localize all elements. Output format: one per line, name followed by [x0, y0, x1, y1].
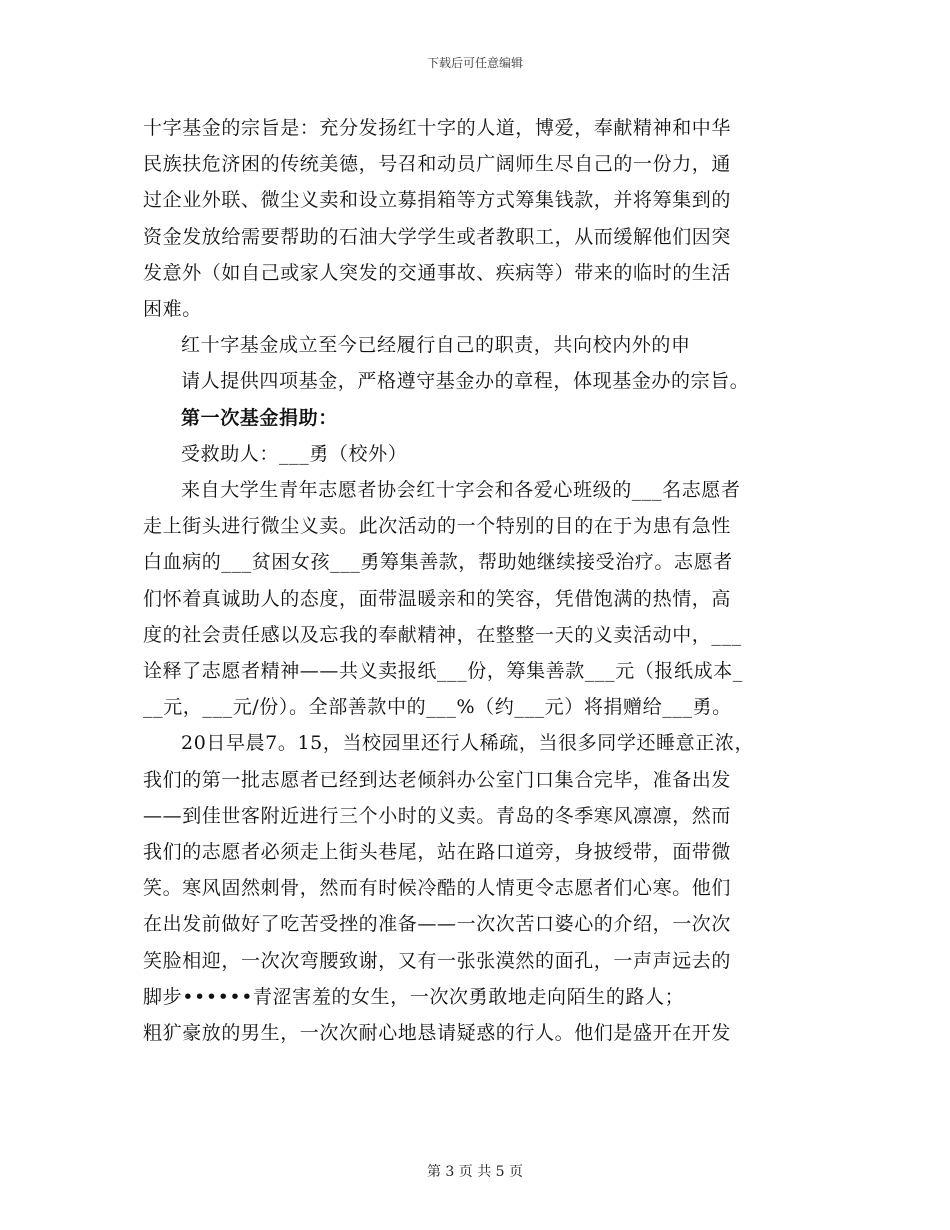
text-line: 我们的志愿者必须走上街头巷尾，站在路口道旁，身披绶带，面带微 — [143, 841, 732, 864]
text-line: 们怀着真诚助人的态度，面带温暖亲和的笑容，凭借饱满的热情，高 — [143, 587, 732, 610]
text-line: 笑。寒风固然刺骨，然而有时候冷酷的人情更令志愿者们心寒。他们 — [143, 877, 732, 900]
text-line: 过企业外联、微尘义卖和设立募捐箱等方式筹集钱款，并将筹集到的 — [143, 189, 732, 212]
page-footer: 第 3 页 共 5 页 — [426, 1164, 524, 1180]
text-line: 在出发前做好了吃苦受挫的准备——一次次苦口婆心的介绍，一次次 — [143, 913, 732, 936]
text-line: 度的社会责任感以及忘我的奉献精神，在整整一天的义卖活动中，___ — [143, 623, 742, 646]
page-header: 下载后可任意编辑 — [426, 56, 523, 70]
text-line: ——到佳世客附近进行三个小时的义卖。青岛的冬季寒风凛凛，然而 — [143, 804, 732, 827]
heading-first-donation: 第一次基金捐助： — [181, 406, 338, 429]
paragraph-morning-event — [143, 725, 813, 1051]
paragraph-fund-purpose — [143, 110, 813, 327]
text-line: 受救助人：___勇（校外） — [181, 442, 408, 465]
text-line: 困难。 — [143, 298, 202, 321]
paragraph-recipient — [143, 436, 813, 472]
paragraph-charity-sale — [143, 472, 813, 725]
text-line: 我们的第一批志愿者已经到达老倾斜办公室门口集合完毕，准备出发 — [143, 768, 732, 791]
text-line: 脚步••••••青涩害羞的女生，一次次勇敢地走向陌生的路人； — [143, 985, 685, 1008]
text-line: 民族扶危济困的传统美德，号召和动员广阔师生尽自己的一份力，通 — [143, 153, 732, 176]
section-heading — [143, 400, 813, 436]
text-line: 十字基金的宗旨是：充分发扬红十字的人道，博爱，奉献精神和中华 — [143, 117, 732, 139]
document-body — [143, 110, 813, 1051]
text-line: 粗犷豪放的男生，一次次耐心地恳请疑惑的行人。他们是盛开在开发 — [143, 1022, 732, 1045]
text-line: 20日早晨7。15，当校园里还行人稀疏，当很多同学还睡意正浓， — [181, 732, 755, 755]
text-line: 走上街头进行微尘义卖。此次活动的一个特别的目的在于为患有急性 — [143, 515, 732, 538]
paragraph-fund-record — [143, 327, 813, 399]
text-line: 资金发放给需要帮助的石油大学学生或者教职工，从而缓解他们因突 — [143, 225, 732, 248]
text-line: 诠释了志愿者精神——共义卖报纸___份，筹集善款___元（报纸成本_ — [143, 660, 743, 683]
text-line: 白血病的___贫困女孩___勇筹集善款，帮助她继续接受治疗。志愿者 — [143, 551, 733, 574]
text-line: 笑脸相迎，一次次弯腰致谢，又有一张张漠然的面孔，一声声远去的 — [143, 949, 732, 972]
text-line: 请人提供四项基金，严格遵守基金办的章程，体现基金办的宗旨。 — [181, 370, 750, 393]
text-line: 发意外（如自己或家人突发的交通事故、疾病等）带来的临时的生活 — [143, 261, 732, 284]
text-line: __元，___元/份）。全部善款中的___%（约___元）将捐赠给___勇。 — [143, 696, 732, 719]
text-line: 来自大学生青年志愿者协会红十字会和各爱心班级的___名志愿者 — [181, 479, 741, 502]
text-line: 红十字基金成立至今已经履行自己的职责，共向校内外的申 — [181, 334, 691, 357]
